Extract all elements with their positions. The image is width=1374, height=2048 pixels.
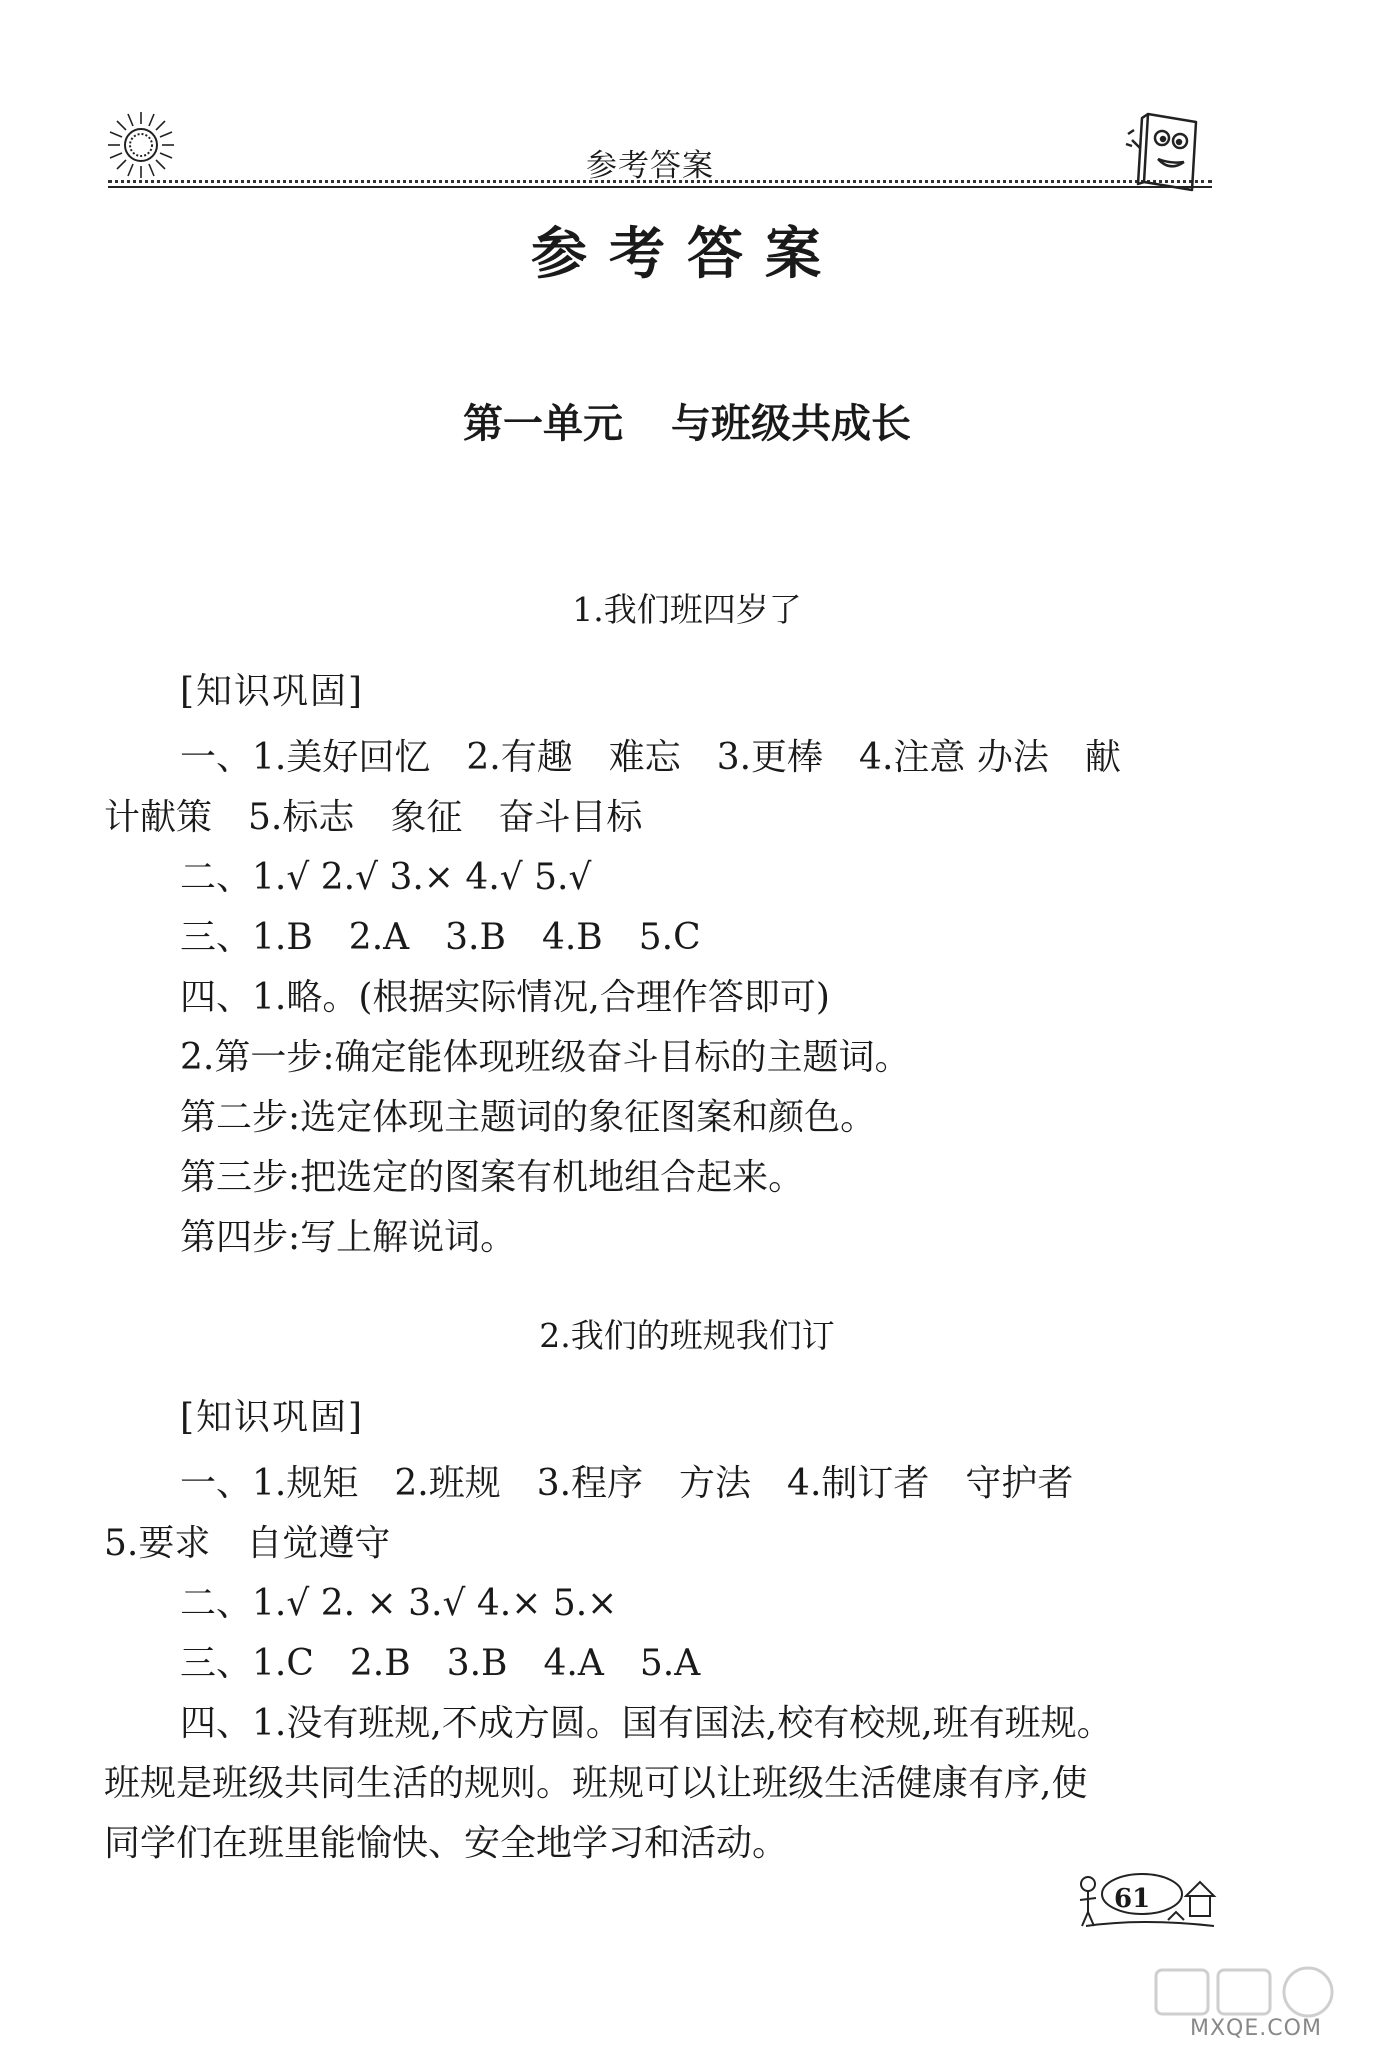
- lesson-1-answer-line: 第四步:写上解说词。: [180, 1217, 517, 1258]
- lesson-1-answer-line: 第二步:选定体现主题词的象征图案和颜色。: [180, 1097, 877, 1138]
- unit-name: 与班级共成长: [671, 401, 911, 447]
- lesson-1-answer-line: 二、1.√ 2.√ 3.× 4.√ 5.√: [180, 857, 592, 898]
- lesson-2-answer-line: 四、1.没有班规,不成方圆。国有国法,校有校规,班有班规。: [180, 1703, 1113, 1744]
- unit-heading: [0, 392, 1374, 449]
- lesson-2-answer-line: 二、1.√ 2. × 3.√ 4.× 5.×: [180, 1583, 618, 1624]
- lesson-1-answer-line: 2.第一步:确定能体现班级奋斗目标的主题词。: [180, 1037, 911, 1078]
- lesson-2-title: 2.我们的班规我们订: [539, 1316, 835, 1355]
- book-mascot-icon: [1118, 104, 1212, 198]
- lesson-1-answer-line: 四、1.略。(根据实际情况,合理作答即可): [180, 977, 830, 1018]
- lesson-1-answer-line: 计献策 5.标志 象征 奋斗目标: [104, 797, 643, 838]
- running-header: 参考答案: [586, 148, 714, 184]
- lesson-1-title: 1.我们班四岁了: [572, 590, 802, 629]
- watermark-url: MXQE.COM: [1190, 2016, 1322, 2041]
- lesson-1-answer-line: 三、1.B 2.A 3.B 4.B 5.C: [180, 917, 701, 958]
- lesson-2-answer-line: 一、1.规矩 2.班规 3.程序 方法 4.制订者 守护者: [180, 1463, 1074, 1504]
- sun-ornament-icon: [104, 108, 178, 182]
- lesson-1-section-tag: [知识巩固]: [180, 671, 365, 712]
- header-rule: [108, 186, 1212, 188]
- lesson-2-answer-line: 班规是班级共同生活的规则。班规可以让班级生活健康有序,使: [104, 1763, 1088, 1804]
- header-dotted-rule: [108, 180, 1212, 183]
- lesson-1-answer-line: 一、1.美好回忆 2.有趣 难忘 3.更棒 4.注意 办法 献: [180, 737, 1121, 778]
- page-number: 61: [1114, 1884, 1151, 1914]
- lesson-2-answer-line: 同学们在班里能愉快、安全地学习和活动。: [104, 1823, 789, 1864]
- lesson-2-section-tag: [知识巩固]: [180, 1397, 365, 1438]
- page-title: 参考答案: [531, 222, 843, 287]
- lesson-2-answer-line: 5.要求 自觉遵守: [104, 1523, 391, 1564]
- lesson-1-answer-line: 第三步:把选定的图案有机地组合起来。: [180, 1157, 805, 1198]
- unit-number: 第一单元: [463, 401, 623, 447]
- lesson-2-answer-line: 三、1.C 2.B 3.B 4.A 5.A: [180, 1643, 701, 1684]
